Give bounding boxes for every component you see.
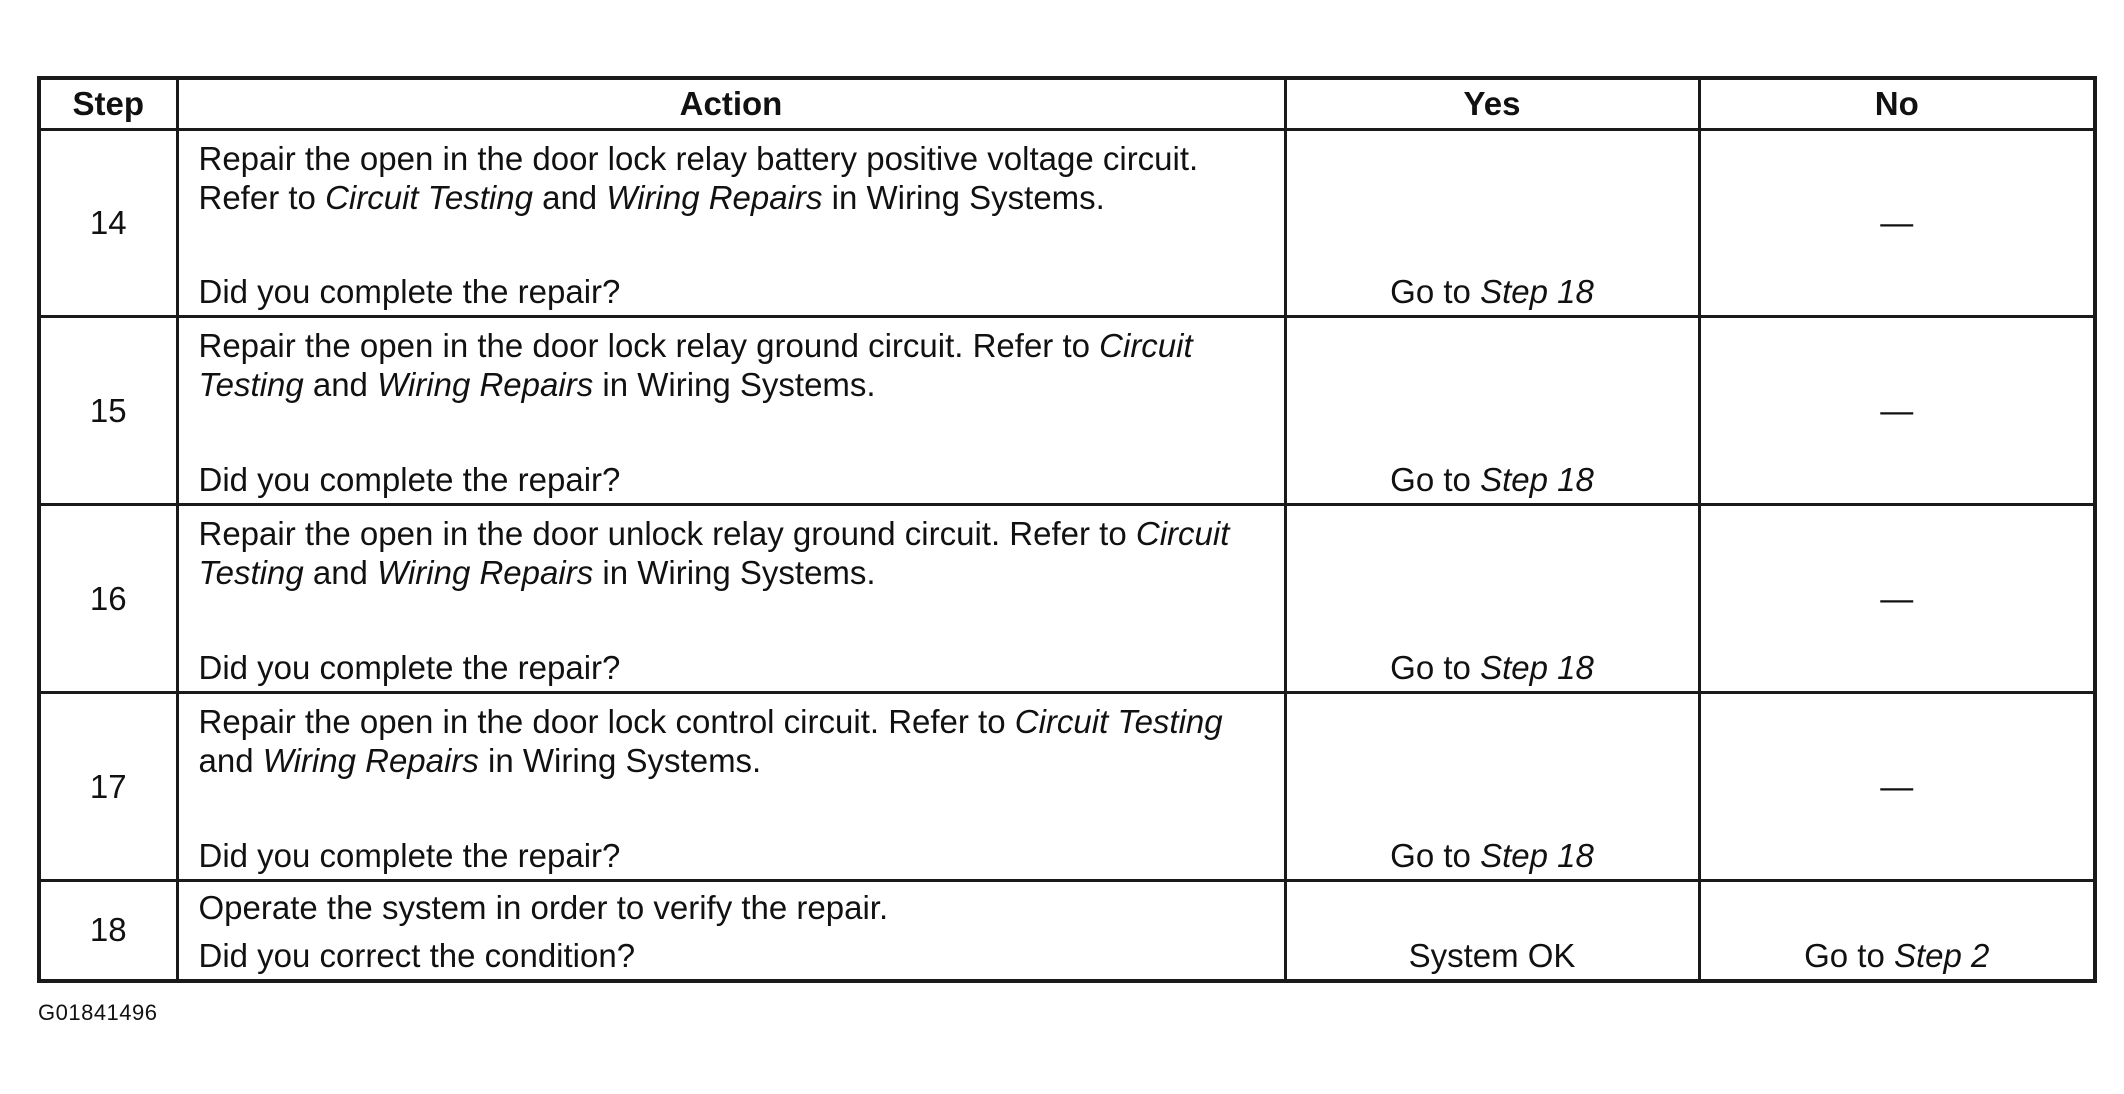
table-row	[39, 693, 2095, 881]
step-number: 17	[39, 693, 177, 881]
action-text-segment: in Wiring Systems.	[593, 366, 876, 403]
no-result	[1699, 881, 2095, 981]
table-row	[39, 881, 2095, 981]
action-text-segment: in Wiring Systems.	[593, 554, 876, 591]
action-text-segment: and	[303, 366, 378, 403]
action-text-segment: Repair the open in the door lock control circuit. Refer to	[198, 703, 1015, 740]
step-number: 14	[39, 130, 177, 317]
action-text-segment: Repair the open in the door unlock relay ground circuit. Refer to	[198, 515, 1136, 552]
no-result	[1699, 317, 2095, 505]
action-reference: Wiring Repairs	[377, 554, 594, 591]
action-instruction	[179, 694, 1284, 780]
action-cell	[177, 881, 1285, 981]
action-reference: Wiring Repairs	[606, 179, 823, 216]
header-no: No	[1699, 78, 2095, 130]
step-number: 15	[39, 317, 177, 505]
action-instruction	[179, 882, 1284, 927]
table-row	[39, 505, 2095, 693]
step-number: 18	[39, 881, 177, 981]
no-result	[1699, 505, 2095, 693]
no-result-dash: —	[1880, 579, 1914, 617]
action-text-segment: and	[303, 554, 378, 591]
yes-result	[1285, 130, 1699, 317]
table-header-row	[39, 78, 2095, 130]
yes-step-reference: Step 18	[1480, 273, 1594, 310]
action-reference: Circuit Testing	[198, 327, 1193, 403]
yes-result-text: System OK	[1408, 936, 1576, 974]
action-reference: Circuit Testing	[1014, 703, 1223, 740]
action-cell	[177, 693, 1285, 881]
yes-result	[1285, 505, 1699, 693]
yes-result-text: Go to	[1390, 461, 1481, 498]
yes-result	[1285, 693, 1699, 881]
action-text-segment: in Wiring Systems.	[478, 742, 762, 779]
no-result-dash: —	[1880, 204, 1914, 241]
action-reference: Circuit Testing	[325, 179, 533, 216]
no-step-reference: Step 2	[1893, 936, 1990, 974]
no-result-text	[1804, 937, 1989, 979]
header-yes: Yes	[1285, 78, 1699, 130]
action-text-segment: Repair the open in the door lock relay battery positive voltage circuit. Refer to	[198, 140, 1199, 216]
action-reference: Wiring Repairs	[262, 742, 479, 779]
action-reference: Circuit Testing	[198, 515, 1230, 591]
figure-id: G01841496	[38, 1000, 158, 1025]
yes-result-text: Go to	[1390, 273, 1481, 310]
diagnostic-table	[37, 76, 2097, 983]
action-question: Did you complete the repair?	[198, 649, 621, 686]
yes-result	[1285, 881, 1699, 981]
yes-result-text: Go to	[1390, 649, 1481, 686]
action-text-segment: in Wiring Systems.	[822, 179, 1105, 216]
table-body	[39, 130, 2095, 981]
table-row	[39, 317, 2095, 505]
yes-result-text: Go to	[1390, 837, 1481, 874]
action-cell	[177, 130, 1285, 317]
no-result-dash: —	[1880, 391, 1914, 429]
no-result	[1699, 130, 2095, 317]
no-result-dash: —	[1880, 767, 1914, 805]
yes-step-reference: Step 18	[1480, 461, 1594, 498]
yes-result	[1285, 317, 1699, 505]
action-cell	[177, 317, 1285, 505]
header-action: Action	[177, 78, 1285, 130]
action-instruction	[179, 318, 1284, 404]
yes-step-reference: Step 18	[1480, 837, 1594, 874]
action-text-segment: and	[532, 179, 607, 216]
action-question: Did you complete the repair?	[198, 837, 621, 874]
no-result	[1699, 693, 2095, 881]
action-question: Did you complete the repair?	[198, 461, 621, 498]
action-instruction	[179, 506, 1284, 592]
header-step: Step	[39, 78, 177, 130]
action-reference: Wiring Repairs	[377, 366, 594, 403]
action-text-segment: Operate the system in order to verify the repair.	[198, 889, 889, 926]
action-instruction	[179, 131, 1284, 217]
yes-step-reference: Step 18	[1480, 649, 1594, 686]
step-number: 16	[39, 505, 177, 693]
table-row	[39, 130, 2095, 317]
action-question: Did you complete the repair?	[198, 273, 621, 310]
action-text-segment: and	[198, 742, 263, 779]
action-cell	[177, 505, 1285, 693]
action-question: Did you correct the condition?	[198, 936, 636, 974]
no-result-prefix: Go to	[1804, 936, 1894, 974]
action-text-segment: Repair the open in the door lock relay ground circuit. Refer to	[198, 327, 1100, 364]
